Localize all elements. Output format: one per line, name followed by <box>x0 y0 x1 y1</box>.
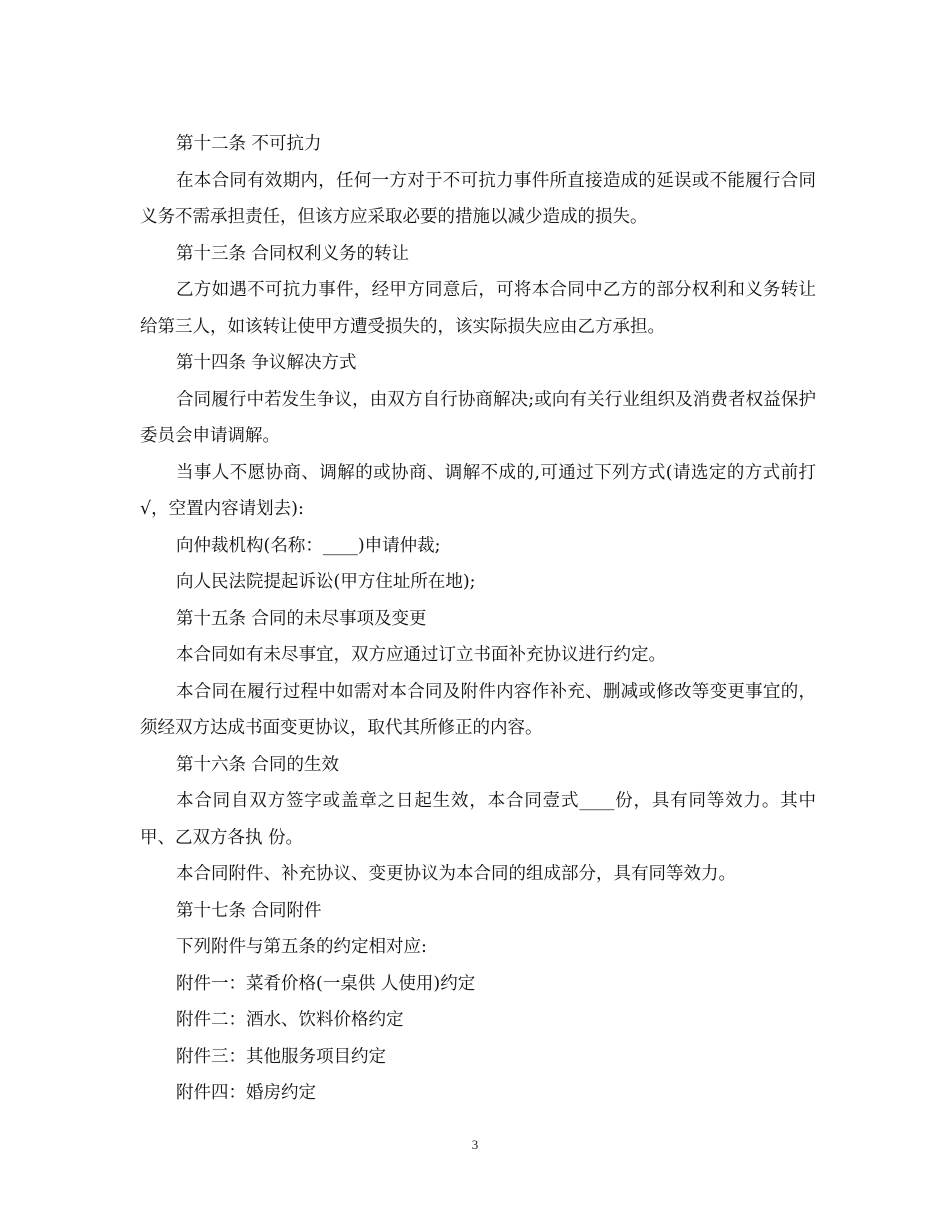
arbitration-option: 向仲裁机构(名称：____)申请仲裁; <box>176 535 441 556</box>
article-13-paragraph: 乙方如遇不可抗力事件，经甲方同意后，可将本合同中乙方的部分权利和义务转让给第三人，如该转让使甲方遭受损失的，该实际损失应由乙方承担。 <box>140 280 816 337</box>
article-15-paragraph-2: 本合同在履行过程中如需对本合同及附件内容作补充、删减或修改等变更事宜的，须经双方达成书面变更协议，取代其所修正的内容。 <box>140 681 816 738</box>
litigation-option: 向人民法院提起诉讼(甲方住址所在地); <box>176 572 476 592</box>
article-14-paragraph-2: 当事人不愿协商、调解的或协商、调解不成的,可通过下列方式(请选定的方式前打√，空置内容请划去): <box>140 462 816 519</box>
attachment-2: 附件二：酒水、饮料价格约定 <box>176 1010 404 1030</box>
article-17-heading: 第十七条 合同附件 <box>176 900 322 921</box>
attachment-3: 附件三：其他服务项目约定 <box>176 1046 386 1067</box>
article-16-paragraph-2: 本合同附件、补充协议、变更协议为本合同的组成部分，具有同等效力。 <box>176 864 736 884</box>
article-13-heading: 第十三条 合同权利义务的转让 <box>176 243 410 264</box>
page-number: 3 <box>471 1137 479 1152</box>
article-17-intro: 下列附件与第五条的约定相对应: <box>176 937 427 957</box>
document-body <box>140 126 816 1112</box>
article-14-paragraph-1: 合同履行中若发生争议，由双方自行协商解决;或向有关行业组织及消费者权益保护委员会申请调解。 <box>140 389 816 446</box>
article-14-heading: 第十四条 争议解决方式 <box>176 353 357 373</box>
attachment-1: 附件一：菜肴价格(一桌供 人使用)约定 <box>176 973 476 994</box>
attachment-4: 附件四：婚房约定 <box>176 1083 316 1103</box>
article-16-paragraph-1: 本合同自双方签字或盖章之日起生效，本合同壹式____份，具有同等效力。其中甲、乙双方各执 份。 <box>140 791 816 848</box>
article-12-heading: 第十二条 不可抗力 <box>176 134 322 154</box>
article-12-paragraph: 在本合同有效期内，任何一方对于不可抗力事件所直接造成的延误或不能履行合同义务不需承担责任，但该方应采取必要的措施以减少造成的损失。 <box>140 170 816 227</box>
article-15-heading: 第十五条 合同的未尽事项及变更 <box>176 608 427 629</box>
article-15-paragraph-1: 本合同如有未尽事宜，双方应通过订立书面补充协议进行约定。 <box>176 645 666 665</box>
article-16-heading: 第十六条 合同的生效 <box>176 754 340 775</box>
